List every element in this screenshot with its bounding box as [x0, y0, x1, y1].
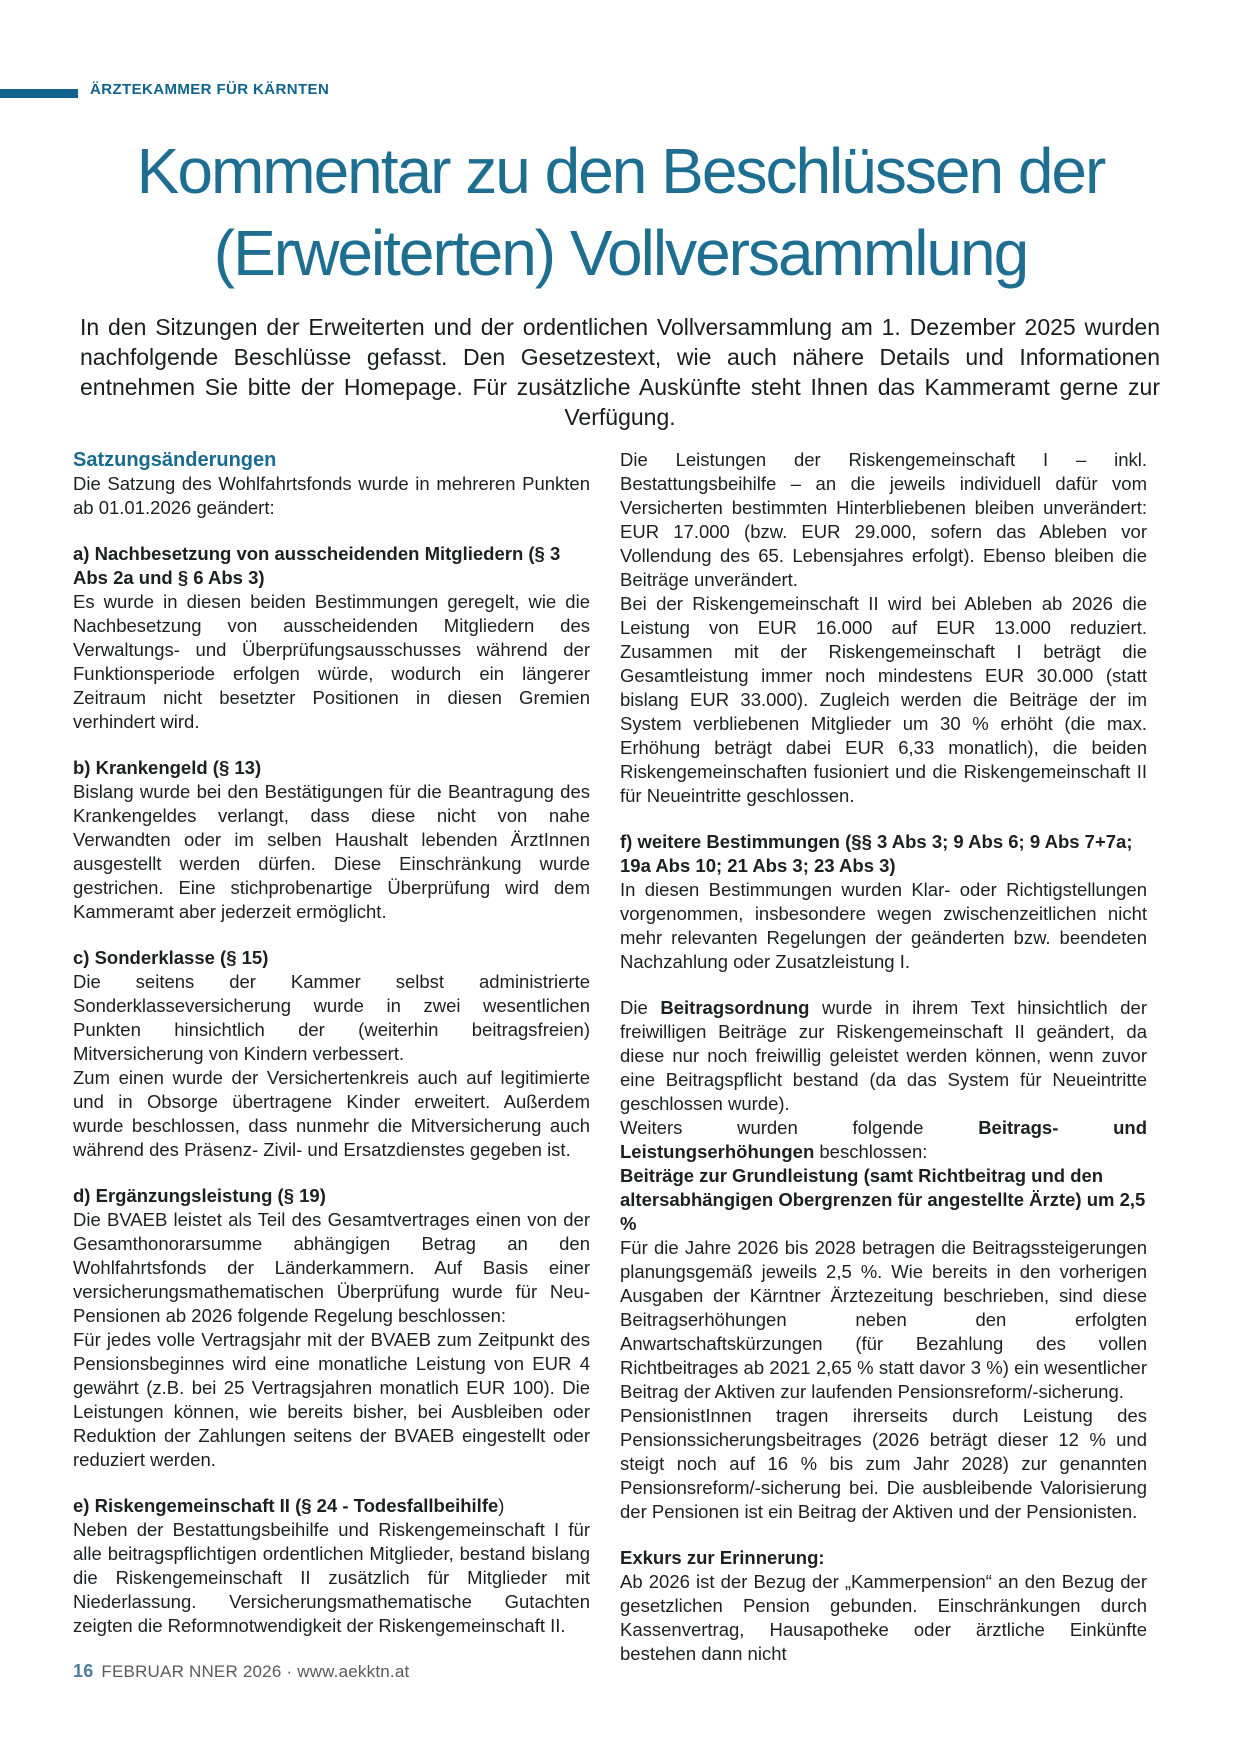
paragraph — [620, 448, 1147, 592]
text-run: Die Satzung des Wohlfahrtsfonds wurde in mehreren Punkten ab 01.01.2026 geändert: — [73, 473, 590, 518]
sub-heading — [620, 1164, 1147, 1236]
sub-heading — [620, 830, 1147, 878]
page-title-line1: Kommentar zu den Beschlüssen der — [136, 135, 1105, 207]
text-run: Für die Jahre 2026 bis 2028 betragen die Beitragssteigerungen planungsgemäß jeweils 2,5 %. Wie bereits in den vorherigen Ausgaben der Kärntner Ärztezeitung beschrieben, sind diese Beitragserhöhungen neben den erfolgten Anwartschaftskürzungen (für Bezahlung des vollen Richtbeitrages ab 2021 2,65 % statt davor 3 %) ein wesentlicher Beitrag der Aktiven zur laufenden Pensionsreform/-sicherung. — [620, 1237, 1147, 1402]
footer — [73, 1661, 409, 1682]
text-run: Die BVAEB leistet als Teil des Gesamtvertrages einen von der Gesamthonorarsumme abhängigen Betrag an den Wohlfahrtsfonds der Länderkammern. Auf Basis einer versicherungsmathematischen Überprüfung wurde für Neu-Pensionen ab 2026 folgende Regelung beschlossen: — [73, 1209, 590, 1326]
sub-heading — [73, 1184, 590, 1208]
text-run: Es wurde in diesen beiden Bestimmungen geregelt, wie die Nachbesetzung von ausscheidenden Mitgliedern des Verwaltungs- und Überprüfungsausschusses während der Funktionsperiode erfolgen würde, wodurch ein längerer Zeitraum nicht besetzter Positionen in diesen Gremien verhindert wird. — [73, 591, 590, 732]
text-run: Bislang wurde bei den Bestätigungen für die Beantragung des Krankengeldes verlangt, dass diese nicht von nahe Verwandten oder im selben Haushalt lebenden ÄrztInnen ausgestellt werden dürfen. Diese Einschränkung wurde gestrichen. Eine stichprobenartige Überprüfung wird dem Kammeramt aber jederzeit ermöglicht. — [73, 781, 590, 922]
sub-heading — [620, 1546, 1147, 1570]
text-run: Satzungsänderungen — [73, 449, 277, 471]
page-title-line2: (Erweiterten) Vollversammlung — [213, 217, 1028, 289]
text-run: Zum einen wurde der Versichertenkreis auch auf legitimierte und in Obsorge übertragene Kinder erweitert. Außerdem wurde beschlossen, dass nunmehr die Mitversicherung auch während des Präsenz- Zivil- und Ersatzdienstes gegeben ist. — [73, 1067, 590, 1160]
footer-page-number: 16 — [73, 1661, 94, 1681]
text-run: Weiters wurden folgende — [620, 1117, 979, 1138]
text-run: e) Riskengemeinschaft II (§ 24 - Todesfallbeihilfe — [73, 1495, 499, 1516]
sub-heading — [73, 1494, 590, 1518]
text-run: PensionistInnen tragen ihrerseits durch Leistung des Pensionssicherungsbeitrages (2026 beträgt dieser 12 % und steigt noch auf 16 % bis zum Jahr 2028) zur genannten Pensionsreform/-sicherung bei. Die ausbleibende Valorisierung der Pensionen ist ein Beitrag der Aktiven und der Pensionisten. — [620, 1405, 1147, 1522]
paragraph — [73, 590, 590, 734]
paragraph — [73, 1066, 590, 1162]
paragraph — [620, 996, 1147, 1116]
page-title — [0, 130, 1241, 294]
paragraph — [620, 1570, 1147, 1666]
paragraph — [620, 878, 1147, 974]
footer-issue-text: FEBRUAR NNER 2026 · www.aekktn.at — [101, 1662, 410, 1681]
paragraph — [620, 1116, 1147, 1164]
text-run: f) weitere Bestimmungen (§§ 3 Abs 3; 9 Abs 6; 9 Abs 7+7a; 19a Abs 10; 21 Abs 3; 23 Abs 3) — [620, 831, 1133, 876]
paragraph — [73, 780, 590, 924]
text-run: Die Leistungen der Riskengemeinschaft I – inkl. Bestattungsbeihilfe – an die jeweils individuell dafür vom Versicherten bestimmten Hinterbliebenen bleiben unverändert: EUR 17.000 (bzw. EUR 29.000, sofern das Ableben vor Vollendung des 65. Lebensjahres erfolgt). Ebenso bleiben die Beiträge unverändert. — [620, 449, 1147, 590]
intro-paragraph: In den Sitzungen der Erweiterten und der ordentlichen Vollversammlung am 1. Dezember 2025 wurden nachfolgende Beschlüsse gefasst. Den Gesetzestext, wie auch nähere Details und Informationen entnehmen Sie bitte der Homepage. Für zusätzliche Auskünfte steht Ihnen das Kammeramt gerne zur Verfügung. — [80, 314, 1160, 430]
text-run: Bei der Riskengemeinschaft II wird bei Ableben ab 2026 die Leistung von EUR 16.000 auf EUR 13.000 reduziert. Zusammen mit der Riskengemeinschaft I beträgt die Gesamtleistung immer noch mindestens EUR 30.000 (statt bislang EUR 33.000). Zugleich werden die Beiträge der im System verbliebenen Mitglieder um 30 % erhöht (die max. Erhöhung beträgt dabei EUR 6,33 monatlich), die beiden Riskengemeinschaften fusioniert und die Riskengemeinschaft II für Neueintritte geschlossen. — [620, 593, 1147, 806]
text-run: Beitragsordnung — [660, 997, 810, 1018]
text-run: wurde in ihrem Text hinsichtlich der freiwilligen Beiträge zur Riskengemeinschaft II geändert, da diese nur noch freiwillig geleistet werden können, wenn zuvor eine Beitragspflicht bestand (da das System für Neueintritte geschlossen wurde). — [620, 997, 1148, 1114]
sub-heading — [73, 542, 590, 590]
paragraph — [620, 1404, 1147, 1524]
header-kicker: ÄRZTEKAMMER FÜR KÄRNTEN — [90, 81, 330, 98]
text-run: In diesen Bestimmungen wurden Klar- oder Richtigstellungen vorgenommen, insbesondere wegen zwischenzeitlichen nicht mehr relevanten Regelungen der geänderten bzw. beendeten Nachzahlung oder Zusatzleistung I. — [620, 879, 1147, 972]
text-run: Die — [620, 997, 661, 1018]
text-run: b) Krankengeld (§ 13) — [73, 757, 262, 778]
sub-heading — [73, 946, 590, 970]
sub-heading — [73, 756, 590, 780]
text-run: ) — [498, 1495, 505, 1516]
text-run: Beiträge zur Grundleistung (samt Richtbeitrag und den altersabhängigen Obergrenzen für angestellte Ärzte) um 2,5 % — [620, 1165, 1146, 1234]
text-run: Neben der Bestattungsbeihilfe und Riskengemeinschaft I für alle beitragspflichtigen ordentlichen Mitglieder, bestand bislang die Riskengemeinschaft II zusätzlich für Mitglieder mit Niederlassung. Versicherungsmathematische Gutachten zeigten die Reformnotwendigkeit der Riskengemeinschaft II. — [73, 1519, 590, 1636]
paragraph — [73, 1328, 590, 1472]
paragraph — [620, 1236, 1147, 1404]
paragraph — [73, 970, 590, 1066]
column-left — [73, 448, 590, 1638]
text-run: beschlossen: — [814, 1141, 928, 1162]
text-run: Ab 2026 ist der Bezug der „Kammerpension“ an den Bezug der gesetzlichen Pension gebunden. Einschränkungen durch Kassenvertrag, Hausapotheke oder ärztliche Einkünfte bestehen dann nicht — [620, 1571, 1147, 1664]
text-run: d) Ergänzungsleistung (§ 19) — [73, 1185, 326, 1206]
paragraph — [73, 1518, 590, 1638]
column-right — [620, 448, 1147, 1666]
paragraph — [73, 1208, 590, 1328]
text-run: Exkurs zur Erinnerung: — [620, 1547, 825, 1568]
text-run: c) Sonderklasse (§ 15) — [73, 947, 269, 968]
text-run: Für jedes volle Vertragsjahr mit der BVAEB zum Zeitpunkt des Pensionsbeginnes wird eine monatliche Leistung von EUR 4 gewährt (z.B. bei 25 Vertragsjahren monatlich EUR 100). Die Leistungen können, wie bereits bisher, bei Ausbleiben oder Reduktion der Zahlungen seitens der BVAEB eingestellt oder reduziert werden. — [73, 1329, 590, 1470]
text-run: a) Nachbesetzung von ausscheidenden Mitgliedern (§ 3 Abs 2a und § 6 Abs 3) — [73, 543, 561, 588]
text-run: Beitrags- und Leistungserhöhungen — [620, 1117, 1147, 1162]
paragraph — [620, 592, 1147, 808]
section-heading — [73, 448, 590, 472]
paragraph — [73, 472, 590, 520]
header-accent-bar — [0, 89, 78, 98]
text-run: Die seitens der Kammer selbst administrierte Sonderklasseversicherung wurde in zwei wesentlichen Punkten hinsichtlich der (weiterhin beitragsfreien) Mitversicherung von Kindern verbessert. — [73, 971, 590, 1064]
